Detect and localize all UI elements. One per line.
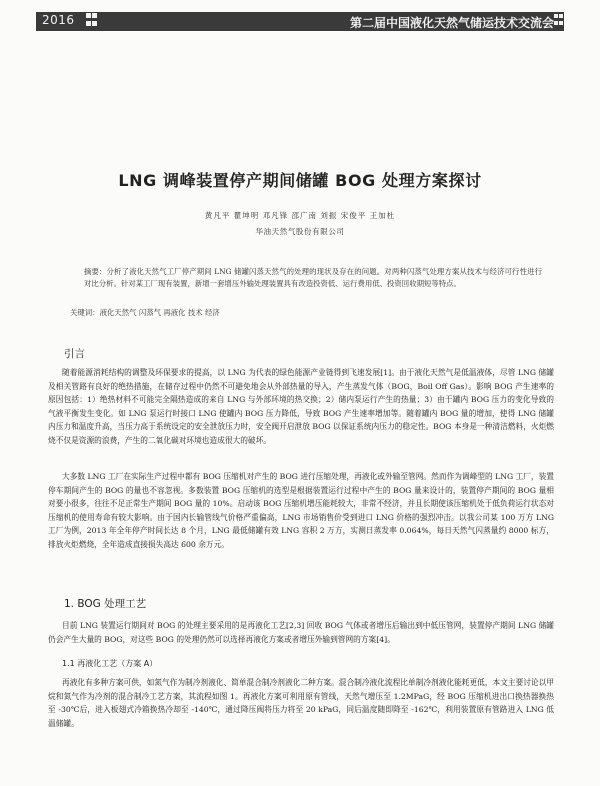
intro-paragraph-2: 大多数 LNG 工厂在实际生产过程中都有 BOG 压缩机对产生的 BOG 进行压缩处理，再液化或外输至管网。然而作为调峰型的 LNG 工厂，装置停车期间产生的 BOG 的量也不容忽视。多数装置 BOG 压缩机的选型是根据装置运行过程中产生的 BOG 量来设计的，装置停产期间的 BOG 量相对要小很多，往往不足正常生产期间 BOG 量的 10%。启动该 BOG 压缩机增压能耗较大，非常不经济，并且长期使该压缩机处于低负荷运行状态对压缩机的使用寿命有较大影响。由于国内长输管线气价格严重偏高，LNG 市场销售价受到进口 LNG 价格的强烈冲击。以我公司某 100 万方 LNG 工厂为例，2013 年全年停产时间长达 8 个月，LNG 最低储罐有效 LNG 容积 2 万方，实测日蒸发率 0.064%，每日天然气闪蒸量约 8000 标方，排放火炬燃烧，全年造成直接损失高达 600 余万元。 [48,472,554,549]
section-1-heading: 1. BOG 处理工艺 [64,598,147,610]
intro-heading: 引言 [64,348,85,360]
paper-title: LNG 调峰装置停产期间储罐 BOG 处理方案探讨 [118,171,482,190]
header-mark-icon [554,14,564,28]
author-list: 黄凡平 瞿坤明 邓凡锋 邵广南 刘振 宋俊平 王加杜 [204,211,396,220]
journal-title: 第二届中国液化天然气储运技术交流会 [349,16,554,30]
subsection-1-1-heading: 1.1 再液化工艺（方案 A） [62,659,158,668]
keywords: 关键词：液化天然气 闪蒸气 再液化 技术 经济 [70,308,220,317]
affiliation: 华油天然气股份有限公司 [255,227,345,236]
subsection-1-1-paragraph: 再液化有多种方案可供，如氮气作为制冷剂液化、简单混合制冷剂液化二种方案。混合制冷液化流程比单制冷剂液化能耗更低，本文主要讨论以甲烷和氮气作为冷剂的混合制冷工艺方案，其流程如图 1。再液化方案可利用原有管线，天然气增压至 1.2MPaG，经 BOG 压缩机进出口换热器换热至 -30℃后，进入板翅式冷箱换热冷却至 -140℃，通过降压阀将压力将至 20 kPaG，同后温度随即降至 -162℃，利用装置原有管路进入 LNG 低温储罐。 [48,678,555,728]
intro-paragraph-1: 随着能源消耗结构的调整及环保要求的提高，以 LNG 为代表的绿色能源产业链得到飞速发展[1]。由于液化天然气是低温液体，尽管 LNG 储罐及相关管路有良好的绝热措施，在储存过程中仍然不可避免地会从外部热量的导入，产生蒸发气体（BOG，Boil Off Gas）。影响 BOG 产生速率的原因包括：1）绝热材料不可能完全隔热造成的来自 LNG 与外部环境的热交换；2）储内泵运行产生的热量；3）由于罐内 BOG 压力的变化导致的气液平衡发生变化。如 LNG 泵运行时接口 LNG 使罐内 BOG 压力降低，导致 BOG 产生速率增加等。随着罐内 BOG 量的增加，使得 LNG 储罐内压力和温度升高，当压力高于系统设定的安全泄放压力时，安全阀开启泄放 BOG 以保证系统内压力的稳定性。BOG 本身是一种清洁燃料，火炬燃烧不仅是资源的浪费，产生的二氧化碳对环境也造成很大的破坏。 [48,368,554,445]
section-1-paragraph: 目前 LNG 装置运行期间对 BOG 的处理主要采用的是再液化工艺[2,3] 回收 BOG 气体或者增压后输出到中低压管网，装置停产期间 LNG 储罐仍会产生大量的 BOG，对这些 BOG 的处理仍然可以选择再液化方案或者增压外输到管网的方案[4]。 [48,621,554,644]
abstract: 摘要：分析了液化天然气工厂停产期间 LNG 储罐闪蒸天然气的处理的现状及存在的问题。对两种闪蒸气处理方案从技术与经济可行性进行对比分析。针对某工厂现有装置，新增一套增压外输处理装置具有改造投资低、运行费用低、投资回收期短等特点。 [84,267,542,288]
header-year: 2016 [42,13,75,27]
header-decoration-icon [86,13,102,29]
